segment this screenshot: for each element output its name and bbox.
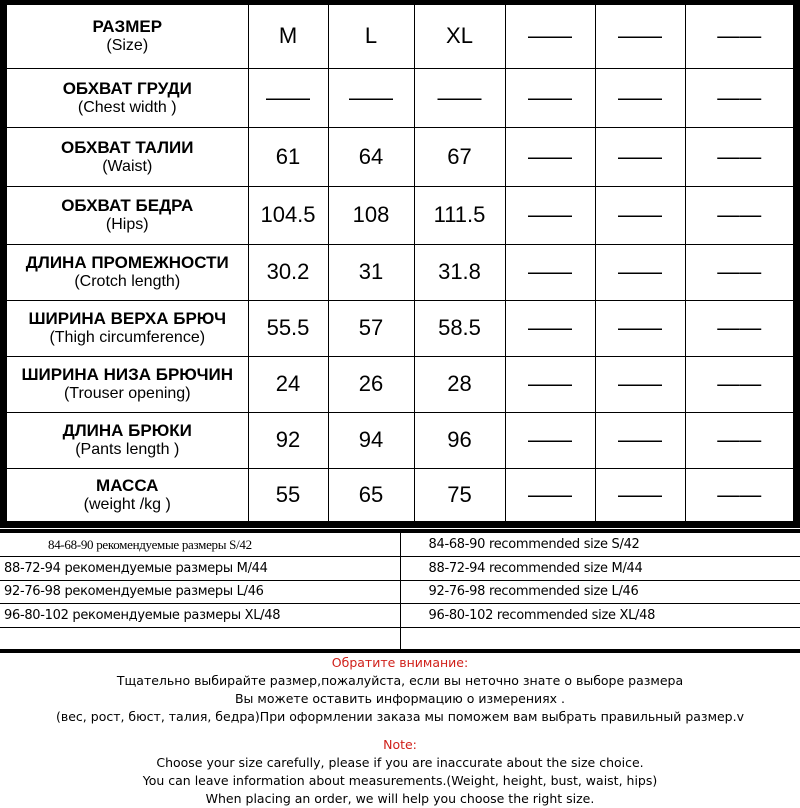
table-cell: —— (505, 68, 595, 127)
recommendation-row (0, 580, 800, 604)
table-cell: —— (595, 68, 685, 127)
table-cell: L (328, 5, 414, 68)
label-ru: ОБХВАТ БЕДРА (61, 196, 194, 215)
table-cell: —— (595, 5, 685, 68)
table-cell: —— (595, 300, 685, 356)
table-cell: —— (685, 412, 793, 468)
table-cell: —— (248, 68, 328, 127)
table-row (7, 356, 793, 412)
table-cell: —— (595, 244, 685, 300)
recommendation-table (0, 533, 800, 653)
table-cell: 111.5 (414, 186, 505, 244)
table-cell: 30.2 (248, 244, 328, 300)
table-cell: —— (685, 186, 793, 244)
table-cell: —— (685, 244, 793, 300)
label-ru: МАССА (96, 475, 159, 495)
label-ru: ОБХВАТ ГРУДИ (62, 78, 192, 98)
recommendation-row (0, 557, 800, 581)
table-cell: —— (685, 356, 793, 412)
table-cell: —— (595, 356, 685, 412)
table-cell: —— (505, 412, 595, 468)
table-cell: 61 (248, 127, 328, 186)
label-en: (Waist) (102, 157, 153, 175)
recommendation-en: 92-76-98 recommended size L/46 (400, 580, 800, 604)
ru-note-line: (вес, рост, бюст, талия, бедра)При оформлении заказа мы поможем вам выбрать правильный размер.v (56, 709, 744, 724)
ru-note-line: Тщательно выбирайте размер,пожалуйста, если вы неточно знате о выборе размера (116, 673, 684, 688)
notes (0, 654, 800, 808)
label-en: (Hips) (105, 216, 149, 233)
table-cell: —— (414, 68, 505, 127)
recommendation-ru: 96-80-102 рекомендуемые размеры XL/48 (0, 604, 400, 628)
table-cell: 26 (328, 356, 414, 412)
label-ru: РАЗМЕР (92, 17, 163, 37)
recommendation-ru: 92-76-98 рекомендуемые размеры L/46 (0, 580, 400, 604)
recommendation-en: 88-72-94 recommended size M/44 (400, 557, 800, 581)
table-cell: 55 (248, 468, 328, 521)
table-cell: 92 (248, 412, 328, 468)
row-label (7, 300, 248, 356)
table-cell: —— (505, 186, 595, 244)
table-cell: 24 (248, 356, 328, 412)
row-label (7, 468, 248, 521)
recommendation-row (0, 627, 800, 651)
table-cell: —— (505, 468, 595, 521)
label-ru: ОБХВАТ ТАЛИИ (61, 137, 194, 157)
empty-cell (400, 627, 800, 651)
label-en: (Pants length ) (75, 441, 180, 458)
table-cell: 65 (328, 468, 414, 521)
table-cell: —— (505, 244, 595, 300)
table-row (7, 468, 793, 521)
table-cell: —— (505, 5, 595, 68)
en-note-line: Choose your size carefully, please if you are inaccurate about the size choice. (156, 755, 644, 770)
table-cell: —— (595, 127, 685, 186)
table-cell: 75 (414, 468, 505, 521)
recommendation-row (0, 533, 800, 557)
size-table (7, 5, 793, 521)
ru-note-title: Обратите внимание: (331, 655, 469, 670)
recommendation-ru: 84-68-90 рекомендуемые размеры S/42 (0, 533, 400, 557)
recommendation-row (0, 604, 800, 628)
table-cell: 67 (414, 127, 505, 186)
table-cell: 55.5 (248, 300, 328, 356)
en-note-title: Note: (383, 737, 417, 752)
table-cell: 31.8 (414, 244, 505, 300)
label-en: (Trouser opening) (63, 385, 191, 402)
table-row (7, 186, 793, 244)
table-cell: —— (685, 300, 793, 356)
ru-note-line: Вы можете оставить информацию о измерениях . (234, 691, 566, 706)
table-cell: —— (595, 468, 685, 521)
recommendation-en: 84-68-90 recommended size S/42 (400, 533, 800, 557)
label-en: (Crotch length) (74, 273, 181, 290)
row-label (7, 5, 248, 68)
table-cell: 57 (328, 300, 414, 356)
row-label (7, 186, 248, 244)
table-row (7, 5, 793, 68)
label-ru: ШИРИНА НИЗА БРЮЧИН (21, 365, 234, 384)
table-cell: 104.5 (248, 186, 328, 244)
table-cell: 64 (328, 127, 414, 186)
label-en: (Chest width ) (77, 98, 177, 116)
table-cell: 58.5 (414, 300, 505, 356)
label-ru: ШИРИНА ВЕРХА БРЮЧ (28, 309, 227, 328)
row-label (7, 412, 248, 468)
table-cell: 108 (328, 186, 414, 244)
table-row (7, 244, 793, 300)
table-cell: —— (595, 412, 685, 468)
label-ru: ДЛИНА ПРОМЕЖНОСТИ (25, 253, 229, 272)
table-cell: —— (505, 300, 595, 356)
table-cell: —— (685, 468, 793, 521)
table-cell: XL (414, 5, 505, 68)
table-cell: —— (595, 186, 685, 244)
table-cell: 31 (328, 244, 414, 300)
table-row (7, 127, 793, 186)
empty-cell (0, 627, 400, 651)
label-en: (weight /kg ) (83, 495, 171, 513)
label-en: (Size) (106, 37, 149, 55)
table-cell: 94 (328, 412, 414, 468)
en-note-line: When placing an order, we will help you choose the right size. (205, 791, 595, 806)
table-cell: —— (685, 127, 793, 186)
recommendation-en: 96-80-102 recommended size XL/48 (400, 604, 800, 628)
table-row (7, 300, 793, 356)
label-en: (Thigh circumference) (49, 329, 206, 346)
label-ru: ДЛИНА БРЮКИ (62, 421, 192, 440)
table-cell: —— (505, 356, 595, 412)
table-cell: —— (328, 68, 414, 127)
table-cell: 96 (414, 412, 505, 468)
table-cell: —— (505, 127, 595, 186)
table-cell: M (248, 5, 328, 68)
row-label (7, 244, 248, 300)
table-cell: —— (685, 68, 793, 127)
table-row (7, 68, 793, 127)
row-label (7, 127, 248, 186)
table-cell: —— (685, 5, 793, 68)
recommendation-ru: 88-72-94 рекомендуемые размеры M/44 (0, 557, 400, 581)
en-note-line: You can leave information about measurements.(Weight, height, bust, waist, hips) (142, 773, 658, 788)
table-cell: 28 (414, 356, 505, 412)
row-label (7, 68, 248, 127)
table-row (7, 412, 793, 468)
row-label (7, 356, 248, 412)
